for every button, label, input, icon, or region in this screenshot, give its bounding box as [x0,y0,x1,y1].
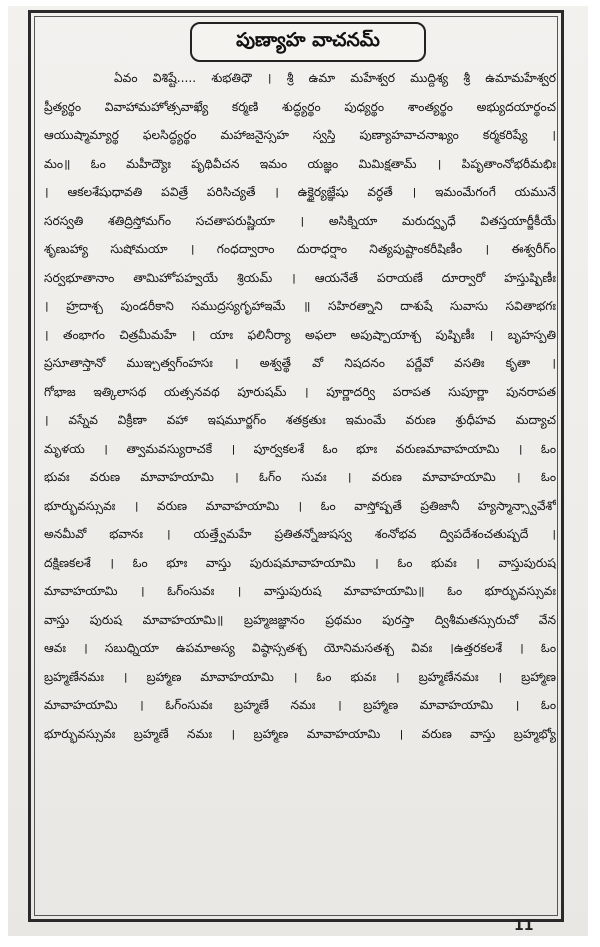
text-line: మృళయ । త్వామవస్యురాచకే । పూర్వకలశే ఓం భూః వరుణమావాహయామి । ఓం [44,441,556,456]
text-line: । హ్రదాశ్చ పుండరీకాని సముద్రస్యగృహాఇమే ॥ సహిరత్నాని దాశుషే సువాసు సవితాభగః [44,299,556,313]
text-line: మావాహయామి । ఓగ్ంసువః బ్రహ్మణే నమః । బ్రహ్మాణ మావాహయామి । ఓం [44,698,556,712]
text-line: గోభాజ ఇత్కిలాసథ యత్సనవథ పూరుషమ్ । పూర్ణాదర్వి పరాపత సుపూర్ణా పునరాపత [44,384,556,399]
text-line: ఏవం విశిష్టే..... శుభతిధౌ । శ్రీ ఉమా మహేశ్వర ముద్దిశ్య శ్రీ ఉమామహేశ్వర [114,71,556,85]
text-line: ఆయుష్మామ్యార్థ ఫలసిద్ధ్యర్థం మహాజనైస్సహ స్వస్తి పుణ్యాహవాచనాఖ్యం కర్మకరిష్యే । [44,128,556,142]
body-text [44,64,556,916]
text-line: శృణుహ్యా సుషోమయా । గంధద్వారాం దురాధర్షాం నిత్యపుష్టాంకరీషిణీం । ఈశ్వరీగ్ం [44,242,556,256]
text-line: ఆవః । సబుధ్నియా ఉపమాఅస్య విష్ఠాస్సతశ్చ యోనిమసతశ్చ వివః ।ఉత్తరకలశే । ఓం [44,641,556,655]
page-number: 11 [514,918,534,934]
text-line: వాస్తు పురుష మావాహయామి॥ బ్రహ్మజజ్ఞానం ప్రథమం పురస్తా ద్విశీమతస్సురుచో వేన [44,612,556,627]
text-line: అనమీవో భవానః । యత్త్వేమహే ప్రతితన్నోజుషస్వ శంనోభవ ద్విపదేశంచతుష్పదే । [44,527,556,541]
text-line: ప్రీత్యర్థం వివాహామహోత్సవాఖ్యే కర్మణి శుద్ధ్యర్థం పుధ్యర్థం శాంత్యర్థం అభ్యుదయార్థంచ [44,99,556,114]
text-line: మం॥ ఓం మహీద్యౌః పృథివీచన ఇమం యజ్ఞం మిమిక్షతామ్ । పిపృతాంనోభరీమభిః [44,156,556,171]
text-line: భూర్భువస్సువః బ్రహ్మణే నమః । బ్రహ్మాణ మావాహయామి । వరుణ వాస్తు బ్రహ్మభ్యో [44,726,556,741]
page-title: పుణ్యాహ వాచనమ్ [236,28,380,51]
text-line: ప్రసూతాస్తానో ముఞ్చత్వగ్ంహసః । అశ్వత్థే వో నిషదనం పర్ణేవో వసతిః కృతా । [44,356,556,370]
text-line: భూర్భువస్సువః । వరుణ మావాహయామి । ఓం వాస్తోష్పతే ప్రతిజానీ హ్యస్మాన్స్వావేశో [44,498,556,513]
title-box [190,22,426,62]
text-line: బ్రహ్మణేనమః । బ్రహ్మాణ మావాహయామి । ఓం భువః । బ్రహ్మణేనమః । బ్రహ్మాణ [44,669,556,684]
text-line: సరస్వతి శతిద్రిస్తోమగ్ం సచతాపరుష్ణియా । అసిక్నియా మరుద్వృధే వితస్తయార్జీకీయే [44,213,556,228]
text-line: దక్షిణకలశే । ఓం భూః వాస్తు పురుషమావాహయామి । ఓం భువః । వాస్తుపురుష [44,555,556,570]
text-line: సర్వభూతానాం తామిహోపహ్వయే శ్రియమ్ । ఆయనేతే పరాయణే దూర్వారో హస్తుష్పిణీః [44,270,556,285]
text-line: భువః వరుణ మావాహయామి । ఓగ్ం సువః । వరుణ మావాహయామి । ఓం [44,470,556,484]
text-line: । ఆకలశేషుధావతి పవిత్రే పరిసిచ్యతే । ఉక్థైర్యజ్ఞేషు వర్ధతే । ఇమంమేగంగే యమునే [44,185,556,199]
text-line: మావాహయామి । ఓగ్ంసువః । వాస్తుపురుష మావాహయామి॥ ఓం భూర్భువస్సువః [44,584,556,598]
text-line: । వస్నేవ విక్రీణా వహా ఇషమూర్జగ్ం శతక్రతుః ఇమంమే వరుణ శ్రుధీహవ మద్యాచ [44,413,556,427]
text-line: । తంభాగం చిత్రమీమహే । యాః ఫలినీర్యా అఫలా అపుష్పాయాశ్చ పుష్పిణీః । బృహస్పతి [44,327,556,342]
